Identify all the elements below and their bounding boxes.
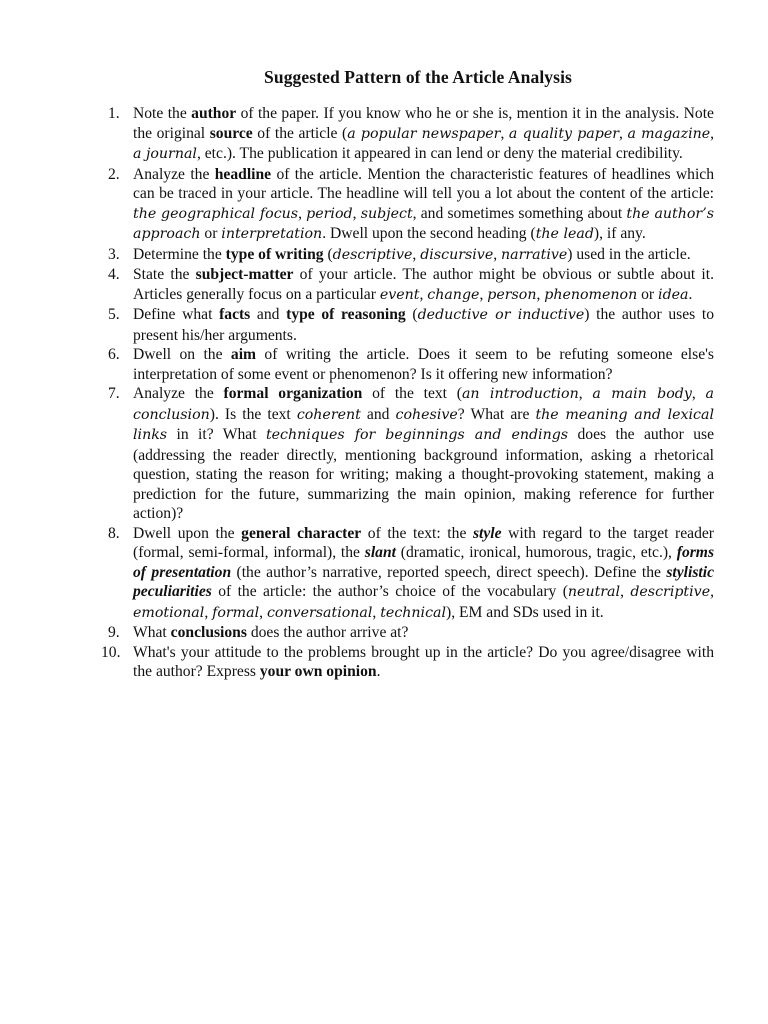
item-number: 1. [108, 105, 120, 122]
item-number: 7. [108, 385, 120, 402]
item-number: 3. [108, 245, 120, 263]
list-item: 4. State the subject-matter of your article. The author might be obvious or subtle about it. Articles generally focus on a particular event, change, person, phenomenon or idea. [108, 266, 714, 303]
list-item: 10. What's your attitude to the problems brought up in the article? Do you agree/disagree with the author? Express your own opinion. [101, 643, 714, 680]
item-number: 5. [108, 306, 120, 323]
analysis-steps-list [101, 104, 715, 682]
list-item: 5. Define what facts and type of reasoning (deductive or inductive) the author uses to present his/her arguments. [108, 306, 714, 344]
item-number: 6. [108, 346, 120, 363]
list-item: 1. Note the author of the paper. If you know who he or she is, mention it in the analysis. Note the original source of the article (a popular newspaper, a quality paper, a magazine, a journal, etc.). The publication it appeared in can lend or deny the material credibility. [108, 105, 715, 162]
item-number: 9. [108, 624, 120, 641]
item-number: 4. [108, 266, 120, 283]
item-number: 10. [101, 643, 121, 661]
item-number: 2. [108, 165, 120, 183]
list-item: 6. Dwell on the aim of writing the article. Does it seem to be refuting someone else's interpretation of some event or phenomenon? Is it offering new information? [108, 346, 714, 383]
page-title: Suggested Pattern of the Article Analysis [264, 67, 572, 87]
item-number: 8. [108, 524, 120, 542]
list-item: 7. Analyze the formal organization of the text (an introduction, a main body, a conclusion). Is the text coherent and cohesive? What are the meaning and lexical links in it? What techniques for beginnings and endings does the author use (addressing the reader directly, mentioning background information, asking a rhetorical question, stating the reason for writing; making a thought-provoking statement, making a prediction for the future, summarizing the main opinion, making reference for further action)? [108, 385, 715, 522]
list-item: 9. What conclusions does the author arrive at? [108, 624, 409, 641]
list-item: 2. Analyze the headline of the article. Mention the characteristic features of headlines which can be traced in your article. The headline will tell you a lot about the content of the article: the geographical focus, period, subject, and sometimes something about the author’s approach or interpretation. Dwell upon the second heading (the lead), if any. [108, 165, 715, 242]
list-item: 3. Determine the type of writing (descriptive, discursive, narrative) used in the article. [108, 245, 691, 263]
list-item: 8. Dwell upon the general character of the text: the style with regard to the target reader (formal, semi-formal, informal), the slant (dramatic, ironical, humorous, tragic, etc.), forms of presentation (the author’s narrative, reported speech, direct speech). Define the stylistic peculiarities of the article: the author’s choice of the vocabulary (neutral, descriptive, emotional, formal, conversational, technical), EM and SDs used in it. [108, 524, 715, 621]
